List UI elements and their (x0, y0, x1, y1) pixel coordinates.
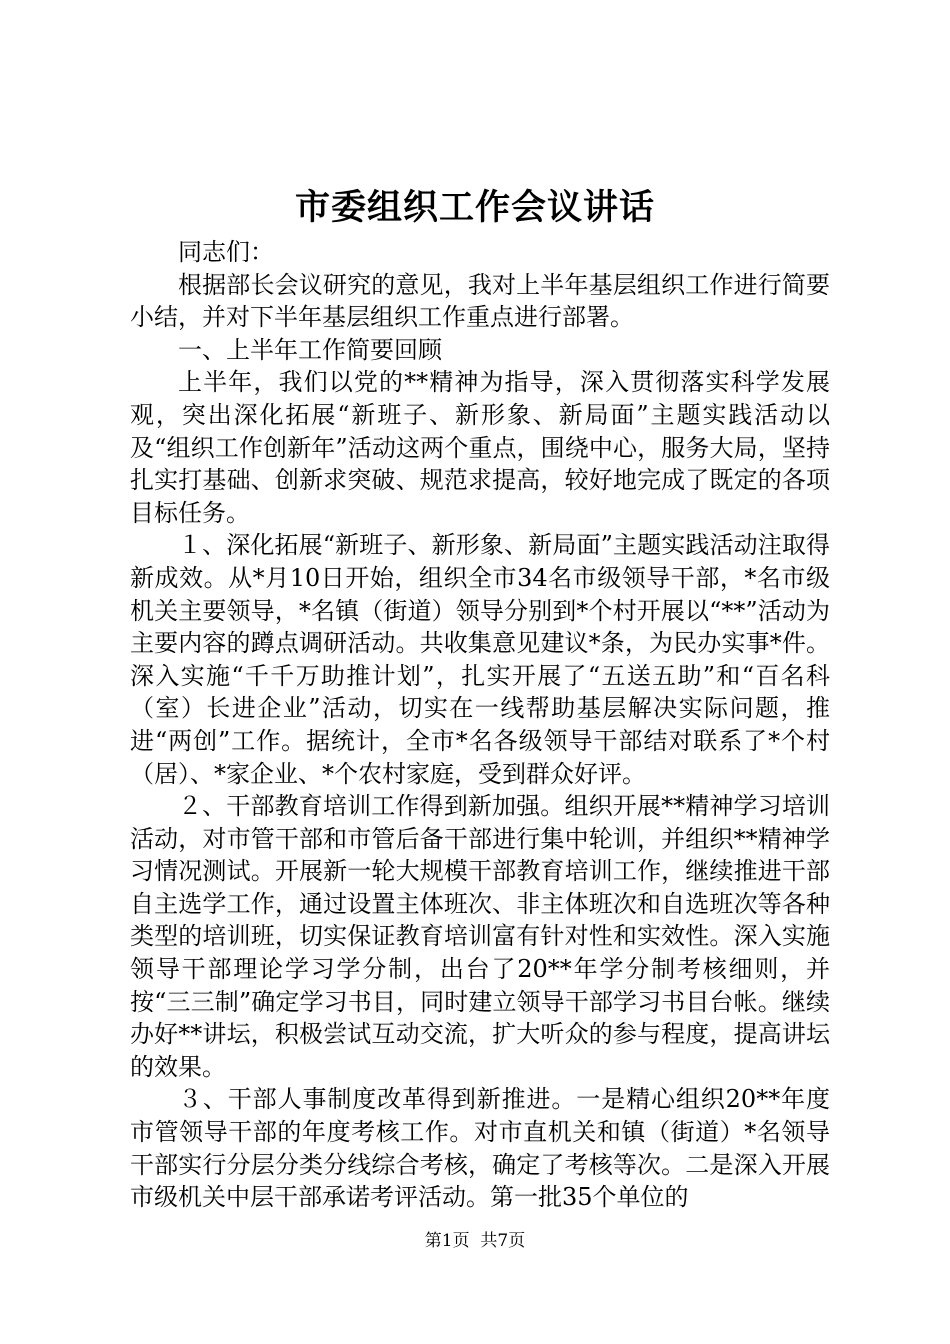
intro-paragraph: 根据部长会议研究的意见，我对上半年基层组织工作进行简要小结，并对下半年基层组织工作重点进行部署。 (130, 270, 830, 332)
section-heading: 一、上半年工作简要回顾 (178, 335, 442, 364)
summary-paragraph: 上半年，我们以党的**精神为指导，深入贯彻落实科学发展观，突出深化拓展“新班子、新形象、新局面”主题实践活动以及“组织工作创新年”活动这两个重点，围绕中心，服务大局，坚持扎实打基础、创新求突破、规范求提高，较好地完成了既定的各项目标任务。 (130, 368, 830, 527)
item-2-paragraph: ２、干部教育培训工作得到新加强。组织开展**精神学习培训活动，对市管干部和市管后备干部进行集中轮训，并组织**精神学习情况测试。开展新一轮大规模干部教育培训工作，继续推进干部自主选学工作，通过设置主体班次、非主体班次和自选班次等各种类型的培训班，切实保证教育培训富有针对性和实效性。深入实施领导干部理论学习学分制，出台了20**年学分制考核细则，并按“三三制”确定学习书目，同时建立领导干部学习书目台帐。继续办好**讲坛，积极尝试互动交流，扩大听众的参与程度，提高讲坛的效果。 (130, 792, 830, 1081)
item-3-paragraph: ３、干部人事制度改革得到新推进。一是精心组织20**年度市管领导干部的年度考核工作。对市直机关和镇（街道）*名领导干部实行分层分类分线综合考核，确定了考核等次。二是深入开展市级机关中层干部承诺考评活动。第一批35个单位的 (130, 1085, 830, 1212)
document-body (130, 236, 830, 1214)
page-number: 第1页 共7页 (424, 1231, 526, 1251)
salutation-paragraph: 同志们： (178, 238, 274, 266)
page-footer (0, 1230, 950, 1252)
document-title: 市委组织工作会议讲话 (294, 187, 655, 228)
item-1-paragraph: １、深化拓展“新班子、新形象、新局面”主题实践活动注取得新成效。从*月10日开始，组织全市34名市级领导干部，*名市级机关主要领导，*名镇（街道）领导分别到*个村开展以“**”活动为主要内容的蹲点调研活动。共收集意见建议*条，为民办实事*件。深入实施“千千万助推计划”，扎实开展了“五送五助”和“百名科（室）长进企业”活动，切实在一线帮助基层解决实际问题，推进“两创”工作。据统计，全市*名各级领导干部结对联系了*个村（居）、*家企业、*个农村家庭，受到群众好评。 (130, 531, 830, 788)
